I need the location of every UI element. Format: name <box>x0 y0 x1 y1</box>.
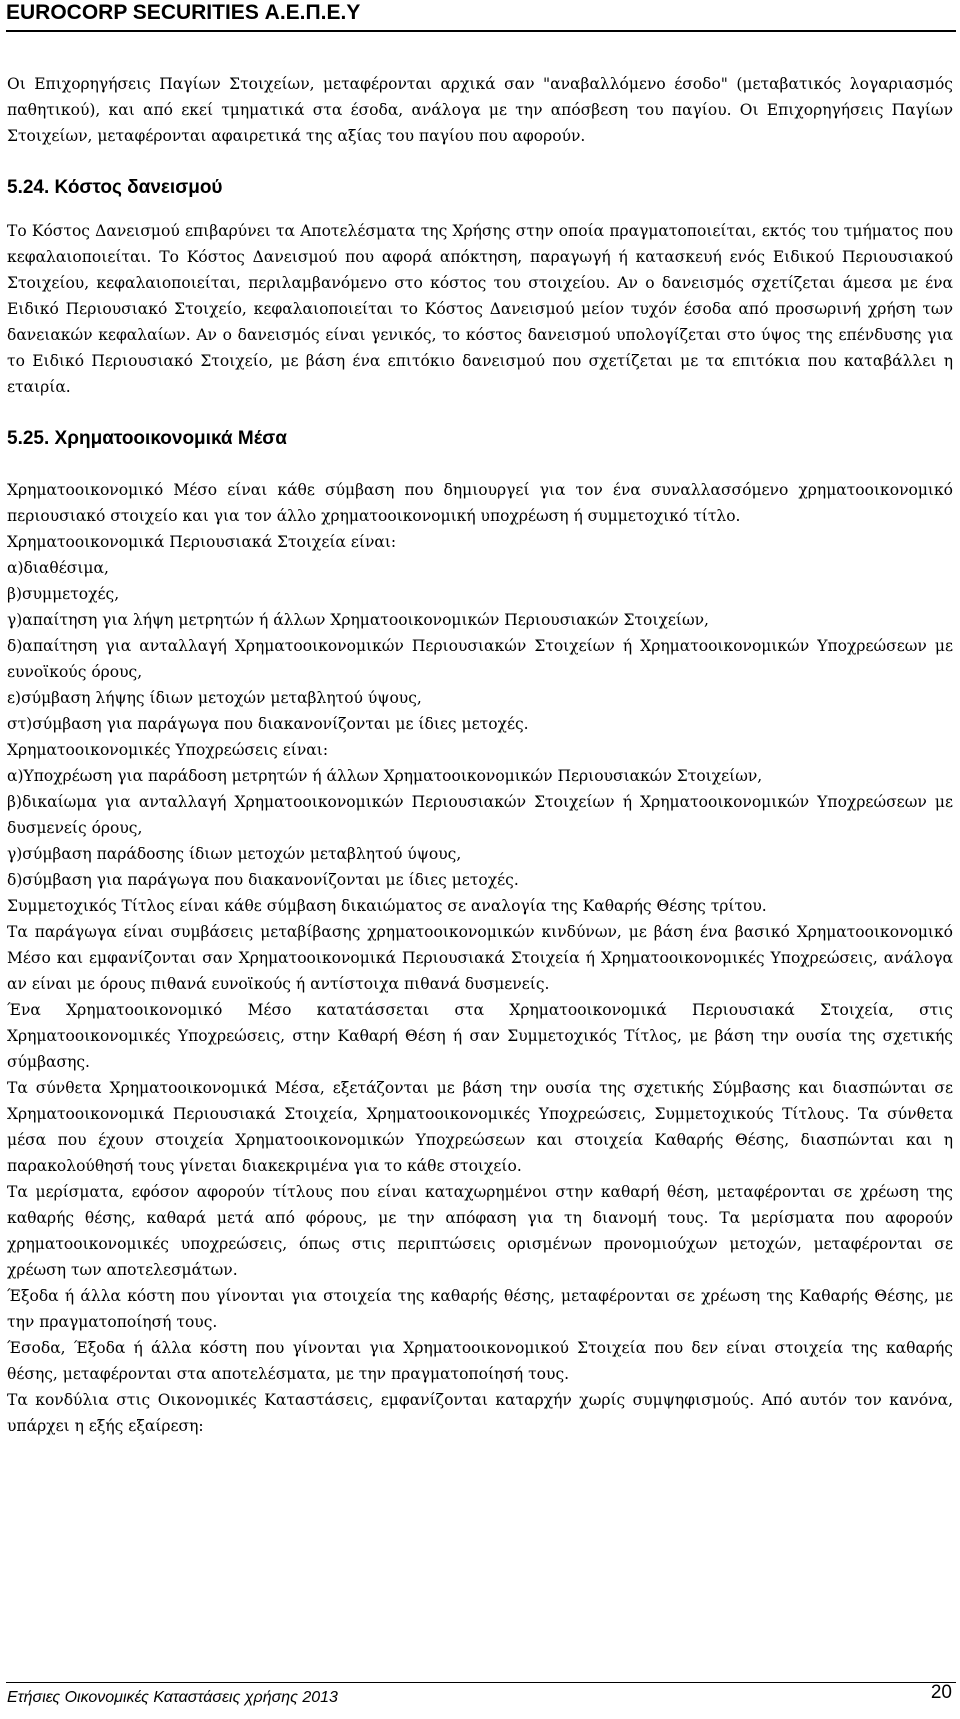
paragraph: Έξοδα ή άλλα κόστη που γίνονται για στοιχεία της καθαρής θέσης, μεταφέρονται σε χρέωση της Καθαρής Θέσης, με την πραγματοποίησή τους. <box>7 1287 953 1331</box>
document-body <box>7 71 953 1439</box>
footer-title: Ετήσιες Οικονομικές Καταστάσεις χρήσης 2013 <box>7 1689 338 1706</box>
paragraph: Τα μερίσματα, εφόσον αφορούν τίτλους που είναι καταχωρημένοι στην καθαρή θέση, μεταφέρονται σε χρέωση της καθαρής θέσης, καθαρά μετά από φόρους, με την απόφαση για τη διανομή τους. Τα μερίσματα που αφορούν χρηματοοικονομικές υποχρεώσεις, όπως στις περιπτώσεις ορισμένων προνομιούχων μετοχών, μεταφέρονται σε χρέωση των αποτελεσμάτων. <box>7 1183 953 1279</box>
list-item: α)διαθέσιμα, <box>7 559 109 577</box>
intro-paragraph: Οι Επιχορηγήσεις Παγίων Στοιχείων, μεταφέρονται αρχικά σαν "αναβαλλόμενο έσοδο" (μεταβατικός λογαριασμός παθητικού), και από εκεί τμηματικά στα έσοδα, ανάλογα με την απόσβεση του παγίου. Οι Επιχορηγήσεις Παγίων Στοιχείων, μεταφέρονται αφαιρετικά της αξίας του παγίου που αφορούν. <box>7 75 953 145</box>
list-item: δ)απαίτηση για ανταλλαγή Χρηματοοικονομικών Περιουσιακών Στοιχείων ή Χρηματοοικονομικών Υποχρεώσεων με ευνοϊκούς όρους, <box>7 637 953 681</box>
assets-list-heading: Χρηματοοικονομικά Περιουσιακά Στοιχεία είναι: <box>7 533 397 551</box>
paragraph: Τα παράγωγα είναι συμβάσεις μεταβίβασης χρηματοοικονομικών κινδύνων, με βάση ένα βασικό Χρηματοοικονομικό Μέσο και εμφανίζονται σαν Χρηματοοικονομικά Περιουσιακά Στοιχεία ή Χρηματοοικονομικές Υποχρεώσεις, ανάλογα αν είναι με όρους πιθανά ευνοϊκούς ή αντίστοιχα πιθανά δυσμενείς. <box>7 923 953 993</box>
paragraph: Τα κονδύλια στις Οικονομικές Καταστάσεις, εμφανίζονται καταρχήν χωρίς συμψηφισμούς. Από αυτόν τον κανόνα, υπάρχει η εξής εξαίρεση: <box>7 1391 953 1435</box>
list-item: α)Υποχρέωση για παράδοση μετρητών ή άλλων Χρηματοοικονομικών Περιουσιακών Στοιχείων, <box>7 767 763 785</box>
list-item: γ)σύμβαση παράδοσης ίδιων μετοχών μεταβλητού ύψους, <box>7 845 462 863</box>
list-item: στ)σύμβαση για παράγωγα που διακανονίζονται με ίδιες μετοχές. <box>7 715 529 733</box>
list-item: γ)απαίτηση για λήψη μετρητών ή άλλων Χρηματοοικονομικών Περιουσιακών Στοιχείων, <box>7 611 709 629</box>
paragraph: Τα σύνθετα Χρηματοοικονομικά Μέσα, εξετάζονται με βάση την ουσία της σχετικής Σύμβασης και διασπώνται σε Χρηματοοικονομικά Περιουσιακά Στοιχεία, Χρηματοοικονομικές Υποχρεώσεις, Συμμετοχικούς Τίτλους. Τα σύνθετα μέσα που έχουν στοιχεία Χρηματοοικονομικών Υποχρεώσεων και στοιχεία Καθαρής Θέσης, διασπώνται και η παρακολούθησή τους γίνεται διακεκριμένα για το κάθε στοιχείο. <box>7 1079 953 1175</box>
section-5-24-paragraph: Το Κόστος Δανεισμού επιβαρύνει τα Αποτελέσματα της Χρήσης στην οποία πραγματοποιείται, εκτός του τμήματος που κεφαλαιοποιείται. Το Κόστος Δανεισμού που αφορά απόκτηση, παραγωγή ή κατασκευή ενός Ειδικού Περιουσιακού Στοιχείου, κεφαλαιοποιείται, περιλαμβανόμενο στο κόστος του στοιχείου. Αν ο δανεισμός σχετίζεται άμεσα με ένα Ειδικό Περιουσιακό Στοιχείο, κεφαλαιοποιείται το Κόστος Δανεισμού μείον τυχόν έσοδα από προσωρινή χρήση των δανειακών κεφαλαίων. Αν ο δανεισμός είναι γενικός, το κόστος δανεισμού υπολογίζεται στο ύψος της επένδυσης για το Ειδικό Περιουσιακό Στοιχείο, με βάση ένα επιτόκιο δανεισμού που σχετίζεται με τα επιτόκια που καταβάλλει η εταιρία. <box>7 222 953 396</box>
paragraph: Συμμετοχικός Τίτλος είναι κάθε σύμβαση δικαιώματος σε αναλογία της Καθαρής Θέσης τρίτου. <box>7 897 767 915</box>
section-5-25-heading: 5.25. Χρηματοοικονομικά Μέσα <box>7 428 287 449</box>
list-item: ε)σύμβαση λήψης ίδιων μετοχών μεταβλητού ύψους, <box>7 689 422 707</box>
page-number: 20 <box>930 1682 952 1703</box>
definition-paragraph: Χρηματοοικονομικό Μέσο είναι κάθε σύμβαση που δημιουργεί για τον ένα συναλλασσόμενο χρηματοοικονομικό περιουσιακό στοιχείο και για τον άλλο χρηματοοικονομική υποχρέωση ή συμμετοχικό τίτλο. <box>7 481 953 525</box>
liabilities-list-heading: Χρηματοοικονομικές Υποχρεώσεις είναι: <box>7 741 329 759</box>
company-name: EUROCORP SECURITIES Α.Ε.Π.Ε.Υ <box>6 1 361 24</box>
section-5-24-heading: 5.24. Κόστος δανεισμού <box>7 177 223 198</box>
list-item: β)συμμετοχές, <box>7 585 120 603</box>
footer-divider <box>6 1682 956 1683</box>
paragraph: Ένα Χρηματοοικονομικό Μέσο κατατάσσεται στα Χρηματοοικονομικά Περιουσιακά Στοιχεία, στις Χρηματοοικονομικές Υποχρεώσεις, στην Καθαρή Θέση ή σαν Συμμετοχικός Τίτλος, με βάση την ουσία της σχετικής σύμβασης. <box>7 1001 953 1071</box>
paragraph: Έσοδα, Έξοδα ή άλλα κόστη που γίνονται για Χρηματοοικονομικού Στοιχεία που δεν είναι στοιχεία της καθαρής θέσης, μεταφέρονται στα αποτελέσματα, με την πραγματοποίησή τους. <box>7 1339 953 1383</box>
list-item: β)δικαίωμα για ανταλλαγή Χρηματοοικονομικών Περιουσιακών Στοιχείων ή Χρηματοοικονομικών Υποχρεώσεων με δυσμενείς όρους, <box>7 793 953 837</box>
list-item: δ)σύμβαση για παράγωγα που διακανονίζονται με ίδιες μετοχές. <box>7 871 519 889</box>
page-header <box>6 0 956 32</box>
